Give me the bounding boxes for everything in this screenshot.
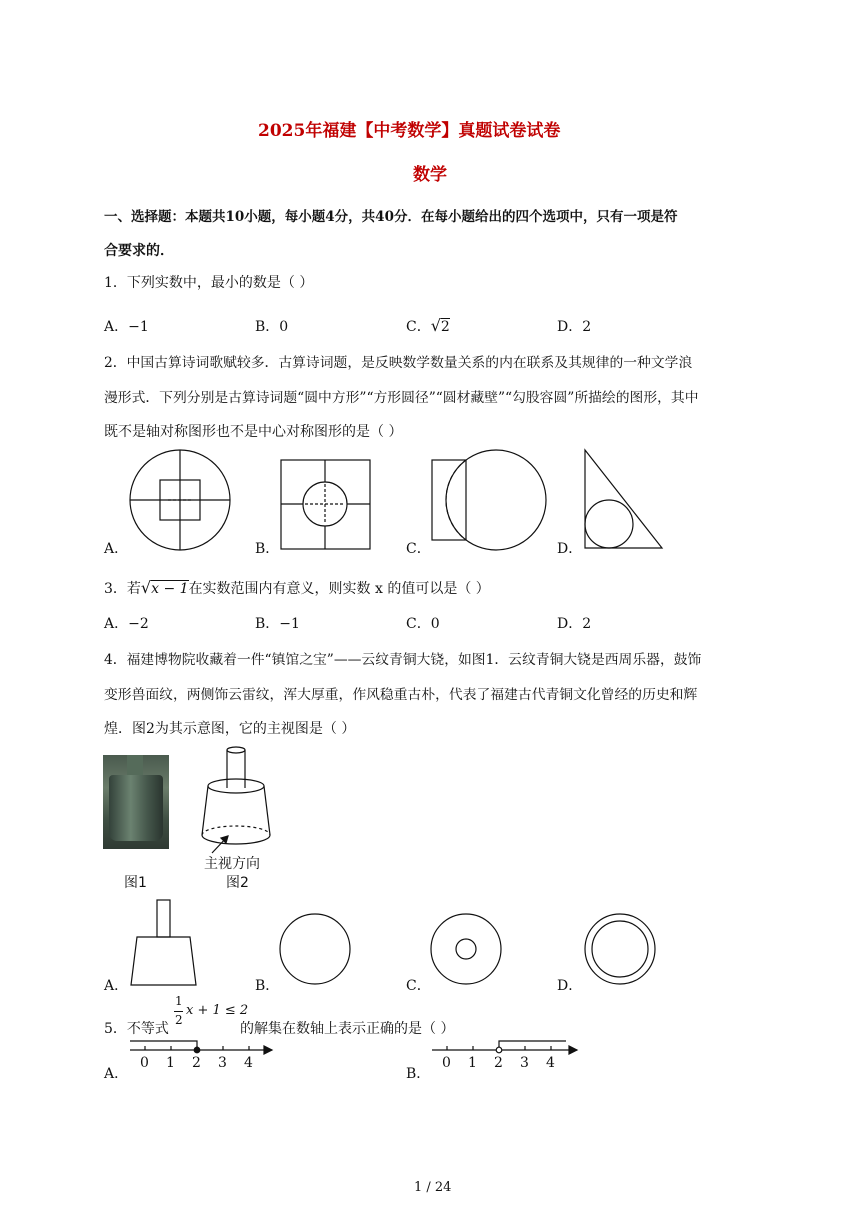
q4-fig1-label: 图1 <box>124 875 147 891</box>
section-heading-line2: 合要求的． <box>104 243 174 259</box>
q1-option-c-label: C． <box>406 319 431 335</box>
q5b-tick-4: 4 <box>546 1055 555 1071</box>
document-title: 2025年福建【中考数学】真题试卷试卷 <box>258 121 561 141</box>
q5a-tick-4: 4 <box>244 1055 253 1071</box>
q5b-tick-3: 3 <box>520 1055 529 1071</box>
q5a-tick-2: 2 <box>192 1055 201 1071</box>
subject-title: 数学 <box>413 165 447 185</box>
q1-option-c-radicand: 2 <box>440 319 450 335</box>
sqrt-icon: √ <box>140 578 152 597</box>
q1-option-a: A．−1 <box>104 319 149 335</box>
q3-option-a: A．−2 <box>104 616 149 632</box>
section-heading-line1: 一、选择题：本题共10小题，每小题4分，共40分．在每小题给出的四个选项中，只有一项是符 <box>104 209 678 225</box>
q5-frac-num: 1 <box>175 994 183 1008</box>
q2-option-d: D． <box>557 541 583 557</box>
q2-stem-line3: 既不是轴对称图形也不是中心对称图形的是（ ） <box>104 424 403 440</box>
q3-option-c: C．0 <box>406 616 440 632</box>
sqrt-icon: √ <box>430 316 441 335</box>
q4-option-d: D． <box>557 978 583 994</box>
q5b-tick-2: 2 <box>494 1055 503 1071</box>
q4-stem-line3: 煌．图2为其示意图，它的主视图是（ ） <box>104 721 356 737</box>
q5-option-a: A． <box>104 1066 129 1082</box>
q2-option-c: C． <box>406 541 431 557</box>
q3-option-d: D．2 <box>557 616 592 632</box>
q5-stem-prefix: 5．不等式 <box>104 1021 169 1037</box>
q2-stem-line1: 2．中国古算诗词歌赋较多．古算诗词题，是反映数学数量关系的内在联系及其规律的一种文学浪 <box>104 355 693 371</box>
q5a-tick-0: 0 <box>140 1055 149 1071</box>
q5b-tick-0: 0 <box>442 1055 451 1071</box>
q5b-tick-1: 1 <box>468 1055 477 1071</box>
q5-stem-suffix: 的解集在数轴上表示正确的是（ ） <box>240 1021 455 1037</box>
q4-option-b: B． <box>255 978 280 994</box>
q3-radicand: x − 1 <box>151 581 189 597</box>
q5-option-b: B． <box>406 1066 431 1082</box>
q3-stem-suffix: 在实数范围内有意义，则实数 x 的值可以是（ ） <box>188 581 490 597</box>
q1-option-b: B．0 <box>255 319 289 335</box>
q2-option-b: B． <box>255 541 280 557</box>
q5-frac-den: 2 <box>175 1013 183 1027</box>
q2-stem-line2: 漫形式．下列分别是古算诗词题“圆中方形”“方形圆径”“圆材藏壁”“勾股容圆”所描绘的图形，其中 <box>104 390 699 406</box>
q4-stem-line2: 变形兽面纹，两侧饰云雷纹，浑大厚重，作风稳重古朴，代表了福建古代青铜文化曾经的历史和辉 <box>104 687 698 703</box>
q1-stem: 1．下列实数中，最小的数是（ ） <box>104 275 314 291</box>
q3-option-b: B．−1 <box>255 616 300 632</box>
q4-stem-line1: 4．福建博物院收藏着一件“镇馆之宝”——云纹青铜大铙，如图1．云纹青铜大铙是西周乐器，鼓饰 <box>104 652 702 668</box>
q4-option-c: C． <box>406 978 431 994</box>
q5a-tick-1: 1 <box>166 1055 175 1071</box>
q5-ineq-rest: x + 1 ≤ 2 <box>186 1003 249 1018</box>
q4-option-a: A． <box>104 978 129 994</box>
q2-option-a: A． <box>104 541 129 557</box>
q3-stem-prefix: 3．若 <box>104 581 141 597</box>
q4-direction-label: 主视方向 <box>204 856 260 872</box>
q1-option-d: D．2 <box>557 319 592 335</box>
q4-fig2-label: 图2 <box>226 875 249 891</box>
q5a-tick-3: 3 <box>218 1055 227 1071</box>
page-number: 1 / 24 <box>414 1180 452 1195</box>
